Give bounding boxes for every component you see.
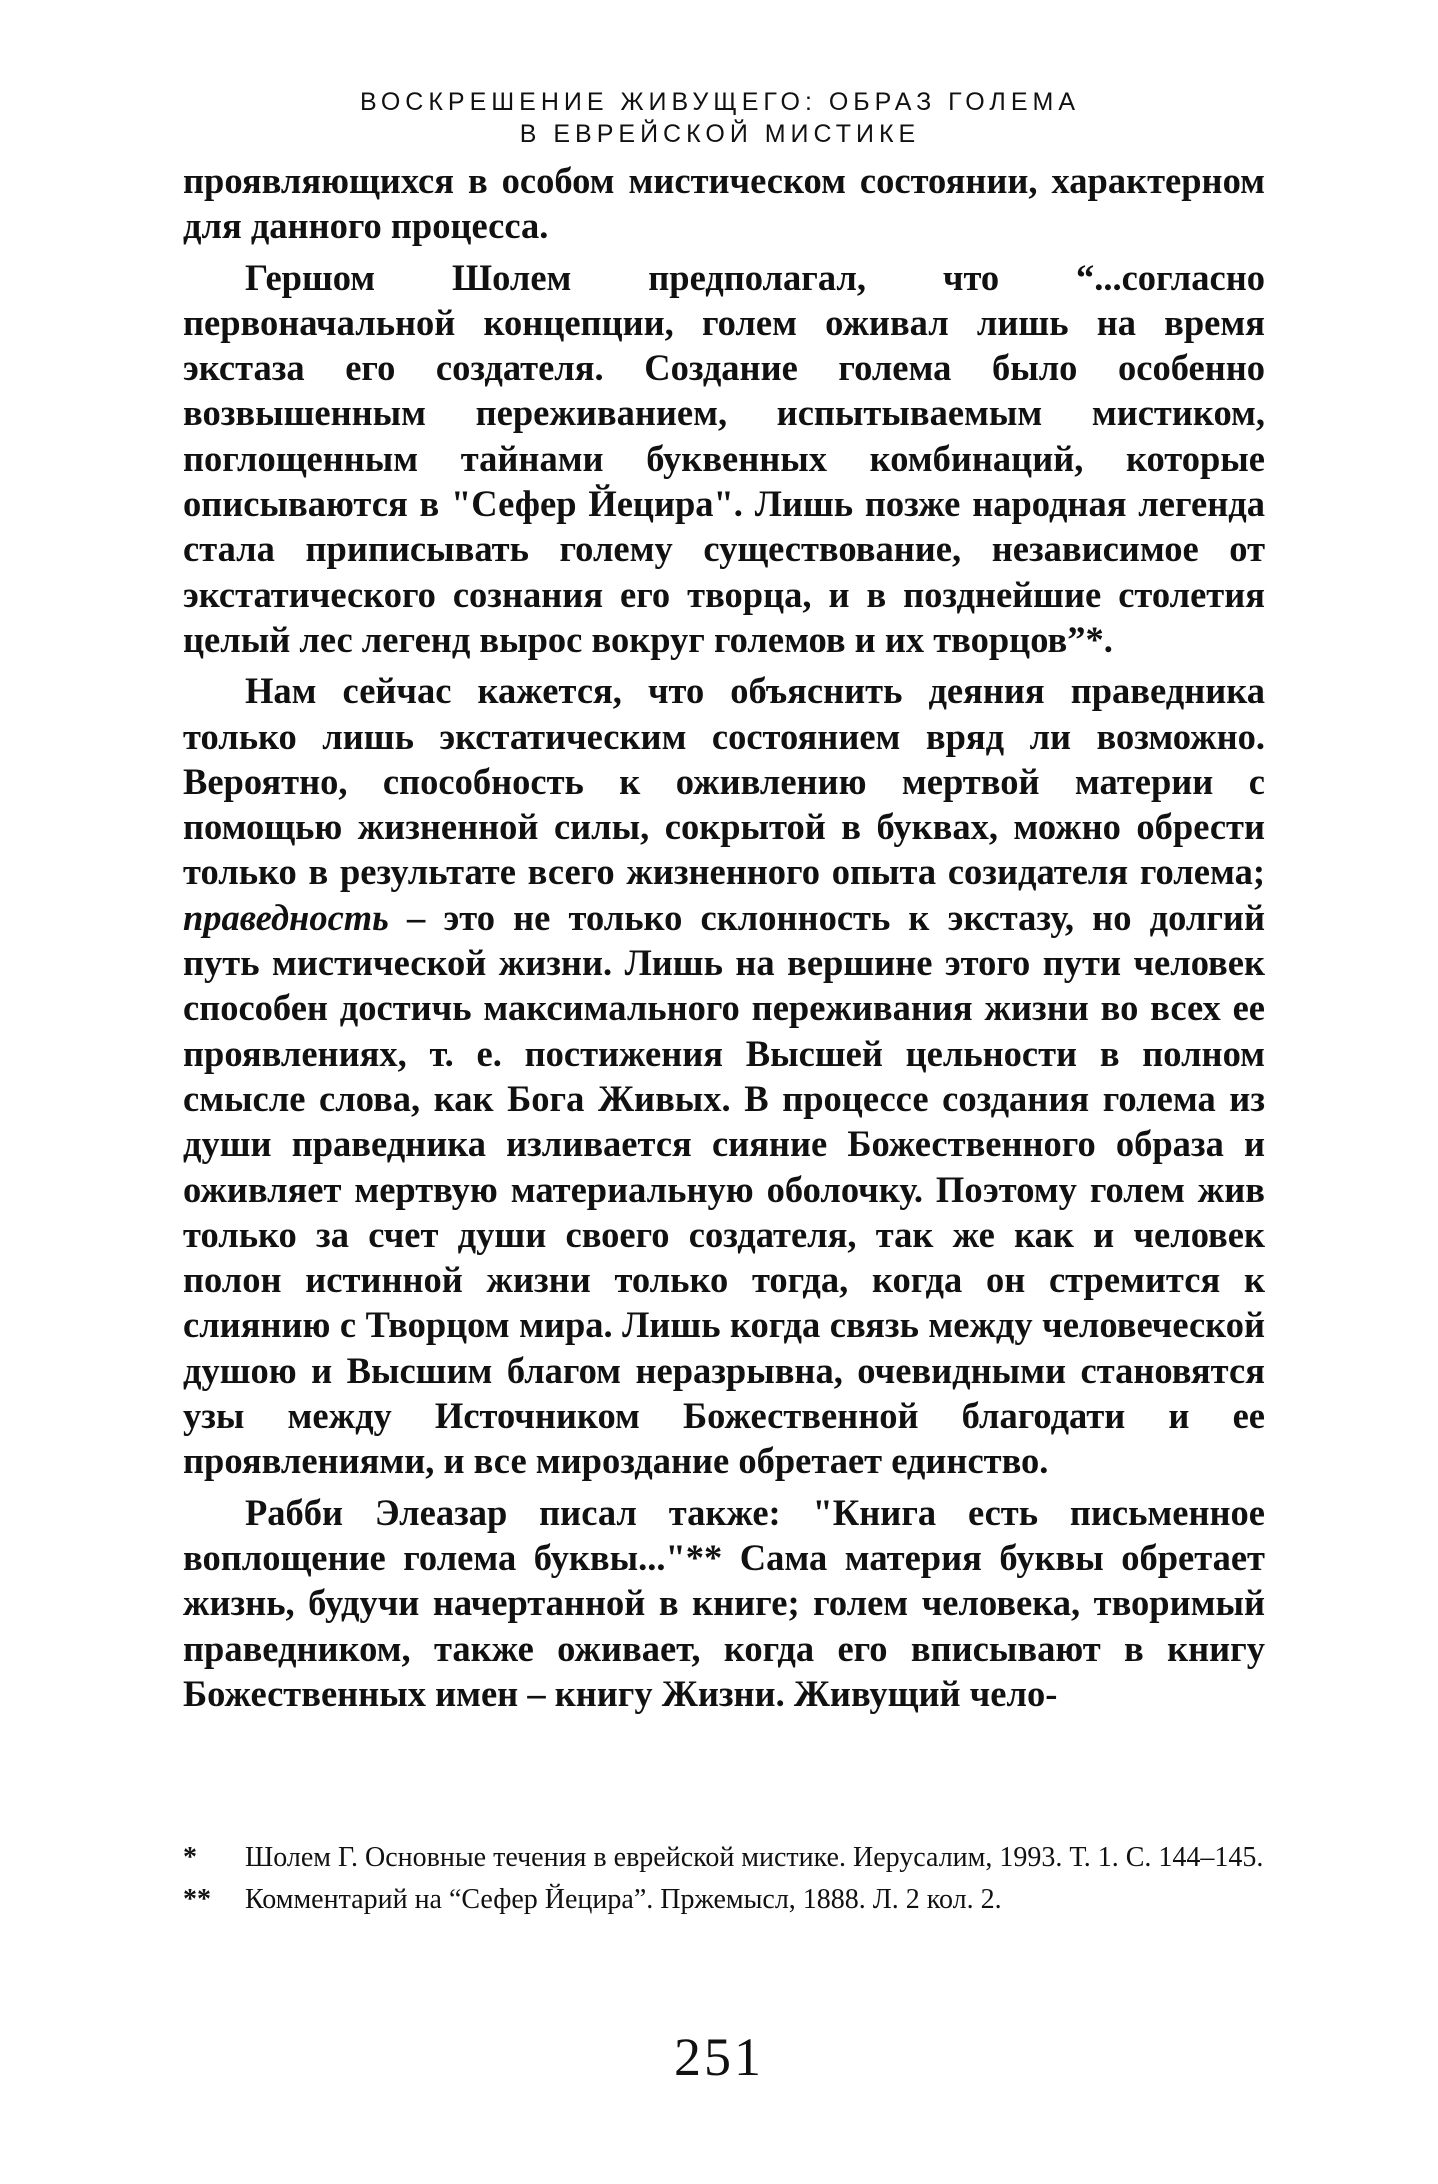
paragraph-righteous bbox=[183, 668, 1265, 1483]
paragraph-scholem-quote: Гершом Шолем предполагал, что “...согласно первоначальной концепции, голем оживал лишь на время экстаза его создателя. Создание голема было особенно возвышенным переживанием, испытываемым мистиком, поглощенным тайнами буквенных комбинаций, которые описываются в "Сефер Йецира". Лишь позже народная легенда стала приписывать голему существование, независимое от экстатического сознания его творца, и в позднейшие столетия целый лес легенд вырос вокруг големов и их творцов”*. bbox=[183, 256, 1265, 660]
main-text bbox=[183, 158, 1265, 1722]
paragraph-rabbi-eleazar: Рабби Элеазар писал также: "Книга есть письменное воплощение голема буквы..."** Сама материя буквы обретает жизнь, будучи начертанной в книге; голем человека, творимый праведником, также оживает, когда его вписывают в книгу Божественных имен – книгу Жизни. Живущий чело- bbox=[183, 1491, 1265, 1714]
running-head-line-1: ВОСКРЕШЕНИЕ ЖИВУЩЕГО: ОБРАЗ ГОЛЕМА bbox=[359, 88, 1081, 116]
page-number: 251 bbox=[674, 2027, 764, 2087]
footnote-2-text: Комментарий на “Сефер Йецира”. Пржемысл, 1888. Л. 2 кол. 2. bbox=[245, 1884, 1002, 1915]
footnote-2 bbox=[183, 1880, 1265, 1920]
paragraph-righteous-after: – это не только склонность к экстазу, но долгий путь мистической жизни. Лишь на вершине этого пути человек способен достичь максимального переживания жизни во всех ее проявлениях, т. е. постижения Высшей цельности в полном смысле слова, как Бога Живых. В процессе создания голема из души праведника изливается сияние Божественного образа и оживляет мертвую материальную оболочку. Поэтому голем жив только за счет души своего создателя, так же как и человек полон истинной жизни только тогда, когда он стремится к слиянию с Творцом мира. Лишь когда связь между человеческой душою и Высшим благом неразрывна, очевидными становятся узы между Источником Божественной благодати и ее проявлениями, и все мироздание обретает единство. bbox=[183, 896, 1265, 1482]
running-head bbox=[180, 86, 1260, 150]
running-head-line-2: В ЕВРЕЙСКОЙ МИСТИКЕ bbox=[519, 120, 921, 148]
paragraph-continued: проявляющихся в особом мистическом состоянии, характерном для данного процесса. bbox=[183, 160, 1265, 247]
paragraph-righteous-before: Нам сейчас кажется, что объяснить деяния праведника только лишь экстатическим состоянием вряд ли возможно. Вероятно, способность к оживлению мертвой материи с помощью жизненной силы, сокрытой в буквах, можно обрести только в результате всего жизненного опыта созидателя голема; bbox=[183, 670, 1265, 893]
emphasis-righteousness: праведность bbox=[183, 896, 389, 938]
footnotes bbox=[183, 1838, 1265, 1922]
footnote-1-text: Шолем Г. Основные течения в еврейской мистике. Иерусалим, 1993. Т. 1. С. 144–145. bbox=[245, 1842, 1264, 1873]
footnote-1 bbox=[183, 1838, 1265, 1878]
footnote-2-mark: ** bbox=[183, 1884, 211, 1915]
footnote-1-mark: * bbox=[183, 1842, 197, 1873]
